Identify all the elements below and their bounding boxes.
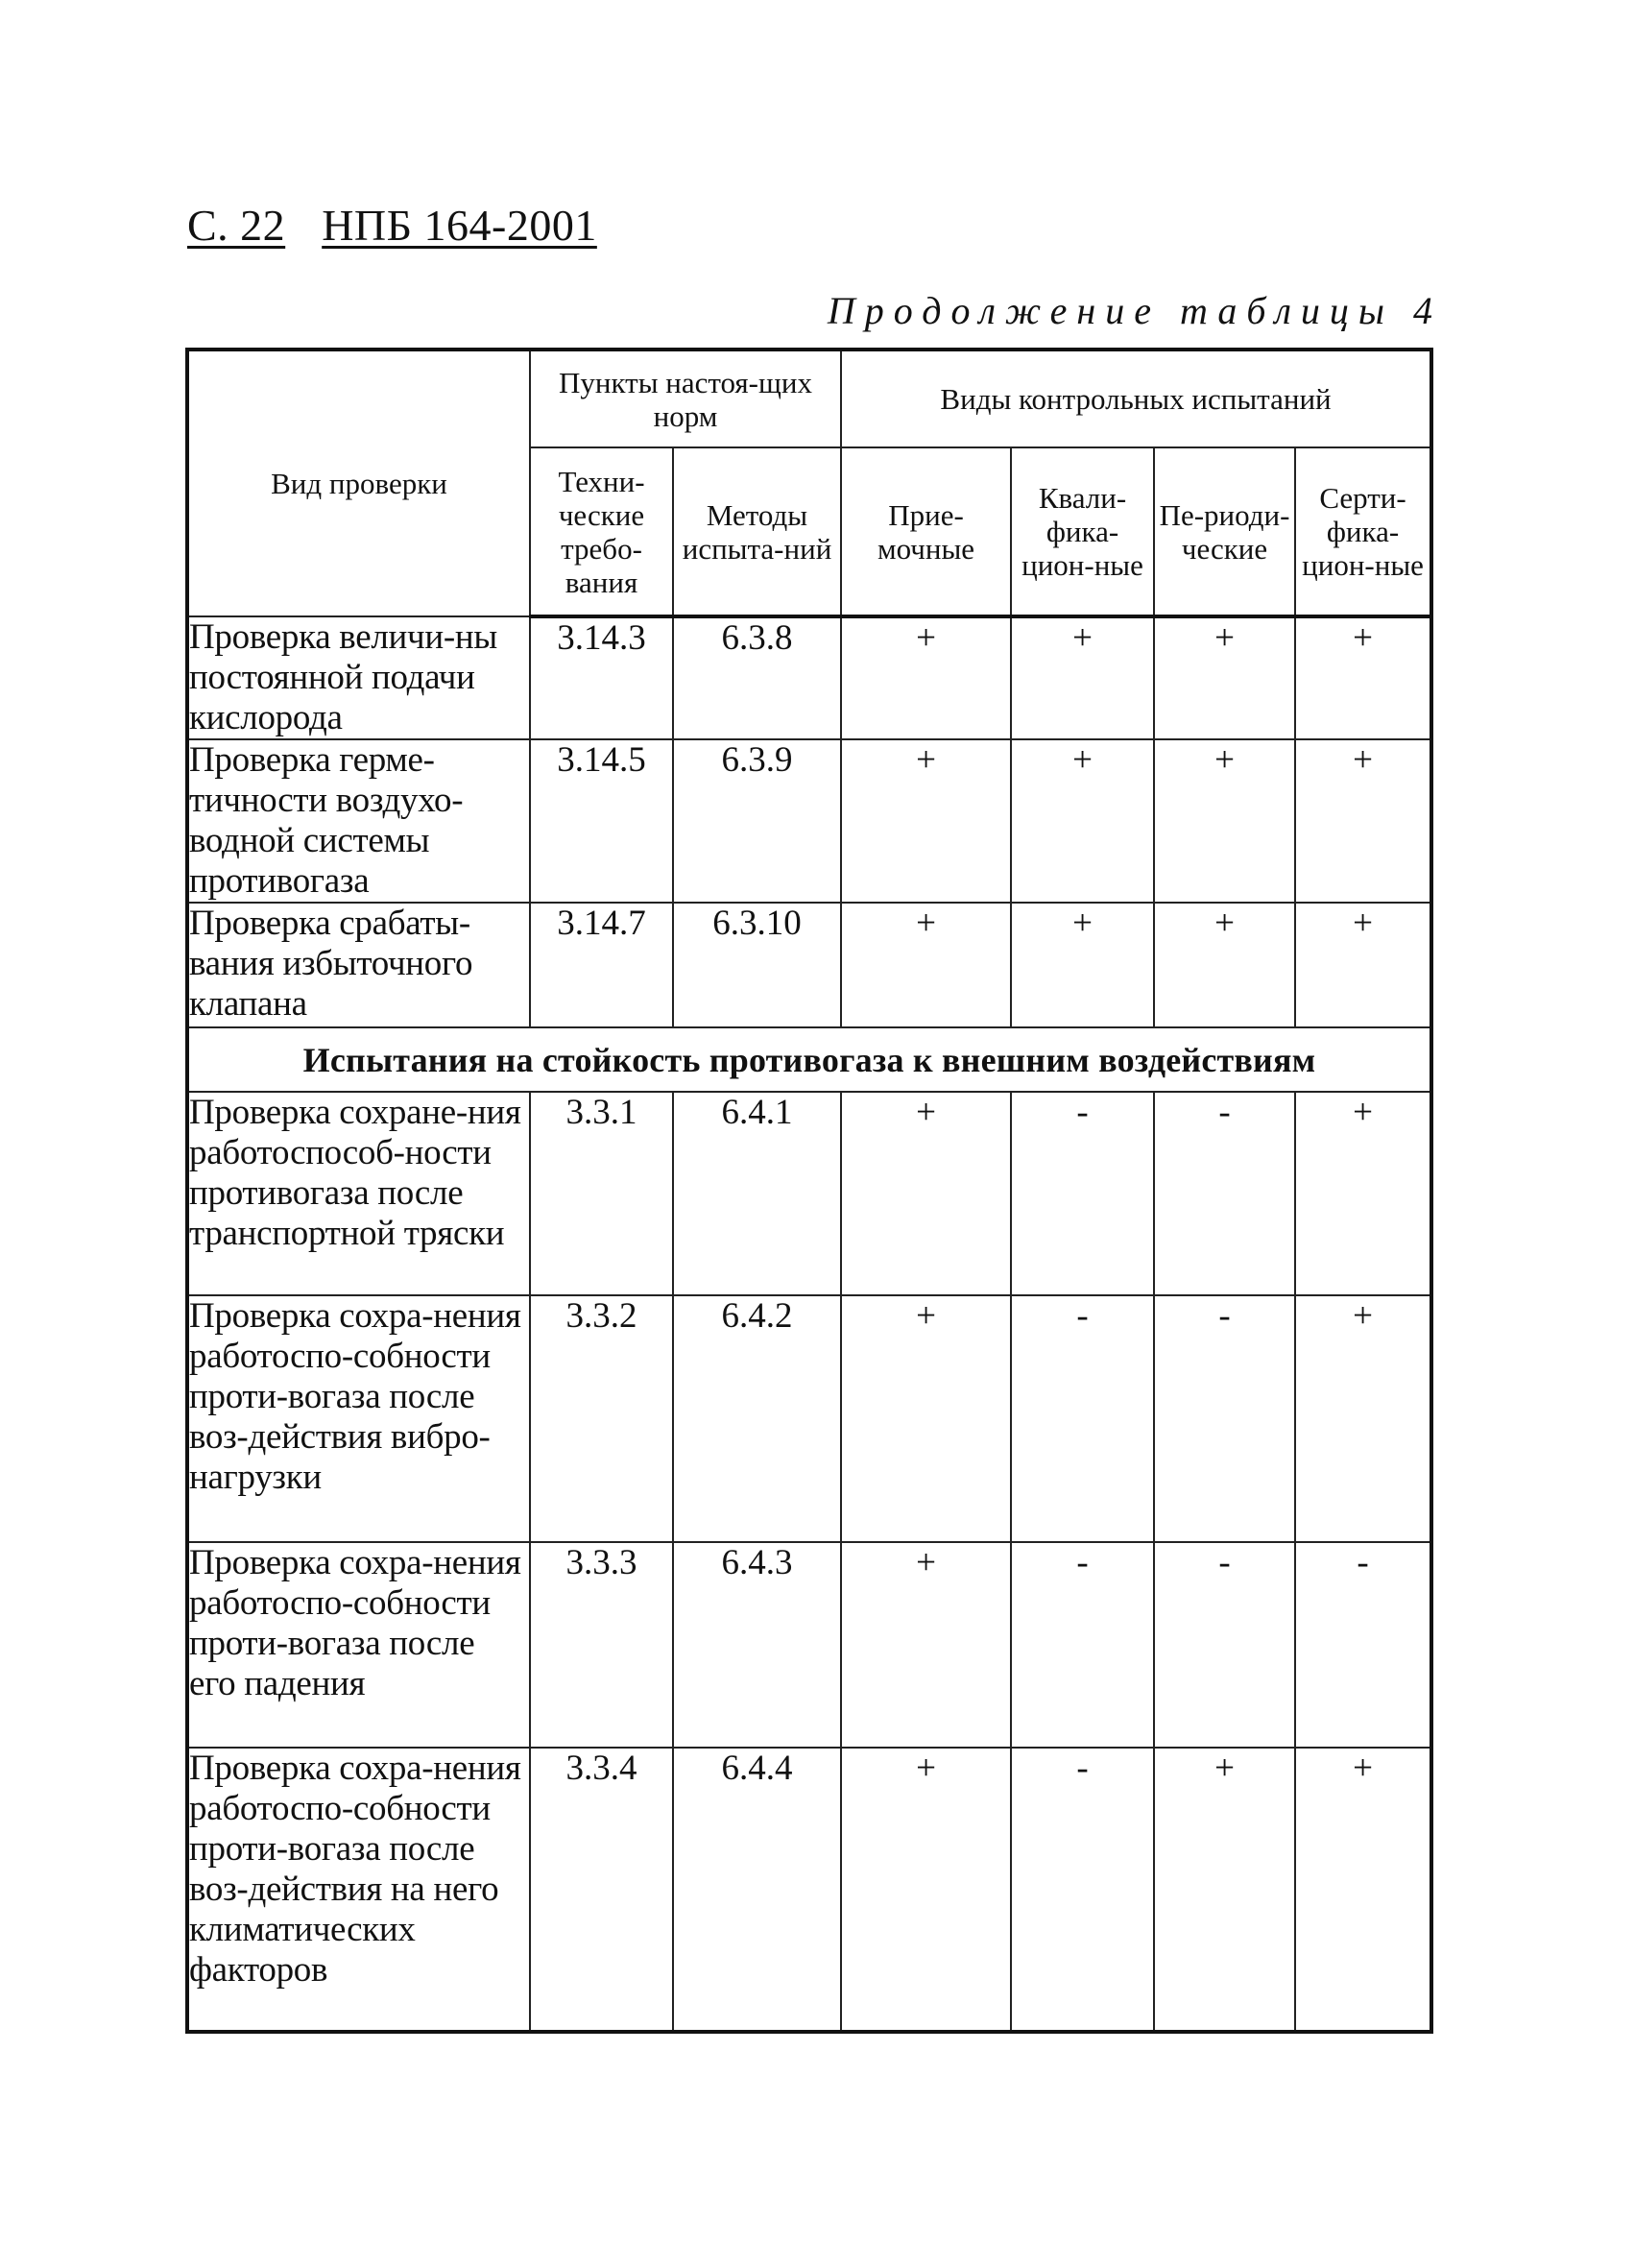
section-row — [187, 1027, 1431, 1092]
header-certification: Серти-фика-цион-ные — [1295, 447, 1431, 616]
cell-acceptance: + — [841, 1092, 1011, 1295]
cell-qualification: + — [1011, 903, 1154, 1027]
cell-qualification: - — [1011, 1295, 1154, 1542]
section-title: Испытания на стойкость противогаза к внешним воздействиям — [187, 1027, 1431, 1092]
cell-acceptance: + — [841, 903, 1011, 1027]
cell-periodic: + — [1154, 616, 1295, 739]
cell-periodic: + — [1154, 1748, 1295, 2032]
header-periodic: Пе-риоди-ческие — [1154, 447, 1295, 616]
table-row — [187, 616, 1431, 739]
cell-check-name: Проверка срабаты-вания избыточного клапана — [187, 903, 530, 1027]
header-clauses-group: Пункты настоя-щих норм — [530, 350, 841, 447]
cell-certification: + — [1295, 1748, 1431, 2032]
cell-tech-clause: 3.14.7 — [530, 903, 673, 1027]
header-qualification: Квали-фика-цион-ные — [1011, 447, 1154, 616]
cell-method-clause: 6.3.8 — [673, 616, 841, 739]
cell-tech-clause: 3.14.3 — [530, 616, 673, 739]
cell-acceptance: + — [841, 1295, 1011, 1542]
cell-periodic: - — [1154, 1295, 1295, 1542]
cell-check-name: Проверка герме-тичности воздухо-водной системы противогаза — [187, 739, 530, 903]
cell-periodic: + — [1154, 739, 1295, 903]
cell-certification: + — [1295, 1092, 1431, 1295]
cell-check-name: Проверка сохра-нения работоспо-собности проти-вогаза после воз-действия на него климатических факторов — [187, 1748, 530, 2032]
cell-method-clause: 6.3.10 — [673, 903, 841, 1027]
checks-table — [185, 348, 1433, 2034]
cell-qualification: + — [1011, 616, 1154, 739]
cell-acceptance: + — [841, 1748, 1011, 2032]
cell-tech-clause: 3.3.4 — [530, 1748, 673, 2032]
cell-certification: - — [1295, 1542, 1431, 1748]
cell-tech-clause: 3.3.3 — [530, 1542, 673, 1748]
cell-certification: + — [1295, 739, 1431, 903]
cell-acceptance: + — [841, 616, 1011, 739]
table-row — [187, 903, 1431, 1027]
table-caption: Продолжение таблицы 4 — [827, 289, 1442, 332]
cell-method-clause: 6.4.1 — [673, 1092, 841, 1295]
cell-qualification: - — [1011, 1092, 1154, 1295]
page-header — [187, 200, 597, 251]
cell-periodic: - — [1154, 1092, 1295, 1295]
header-tech-requirements: Техни-ческие требо-вания — [530, 447, 673, 616]
cell-method-clause: 6.4.3 — [673, 1542, 841, 1748]
cell-certification: + — [1295, 1295, 1431, 1542]
cell-tech-clause: 3.3.1 — [530, 1092, 673, 1295]
cell-certification: + — [1295, 903, 1431, 1027]
cell-periodic: - — [1154, 1542, 1295, 1748]
table-row — [187, 739, 1431, 903]
cell-method-clause: 6.4.4 — [673, 1748, 841, 2032]
cell-periodic: + — [1154, 903, 1295, 1027]
cell-qualification: - — [1011, 1748, 1154, 2032]
cell-tech-clause: 3.3.2 — [530, 1295, 673, 1542]
cell-check-name: Проверка сохра-нения работоспо-собности проти-вогаза после воз-действия вибро-нагрузки — [187, 1295, 530, 1542]
table-row — [187, 1295, 1431, 1542]
header-test-methods: Методы испыта-ний — [673, 447, 841, 616]
cell-tech-clause: 3.14.5 — [530, 739, 673, 903]
cell-method-clause: 6.4.2 — [673, 1295, 841, 1542]
cell-check-name: Проверка величи-ны постоянной подачи кислорода — [187, 616, 530, 739]
document-code: НПБ 164-2001 — [322, 201, 597, 250]
cell-qualification: + — [1011, 739, 1154, 903]
cell-check-name: Проверка сохра-нения работоспо-собности проти-вогаза после его падения — [187, 1542, 530, 1748]
header-check-type: Вид проверки — [187, 350, 530, 616]
cell-acceptance: + — [841, 1542, 1011, 1748]
header-acceptance: Прие-мочные — [841, 447, 1011, 616]
table-row — [187, 1748, 1431, 2032]
table-row — [187, 1092, 1431, 1295]
cell-check-name: Проверка сохране-ния работоспособ-ности противогаза после транспортной тряски — [187, 1092, 530, 1295]
cell-method-clause: 6.3.9 — [673, 739, 841, 903]
cell-acceptance: + — [841, 739, 1011, 903]
cell-qualification: - — [1011, 1542, 1154, 1748]
page-number: С. 22 — [187, 201, 286, 250]
cell-certification: + — [1295, 616, 1431, 739]
table-row — [187, 1542, 1431, 1748]
header-tests-group: Виды контрольных испытаний — [841, 350, 1431, 447]
